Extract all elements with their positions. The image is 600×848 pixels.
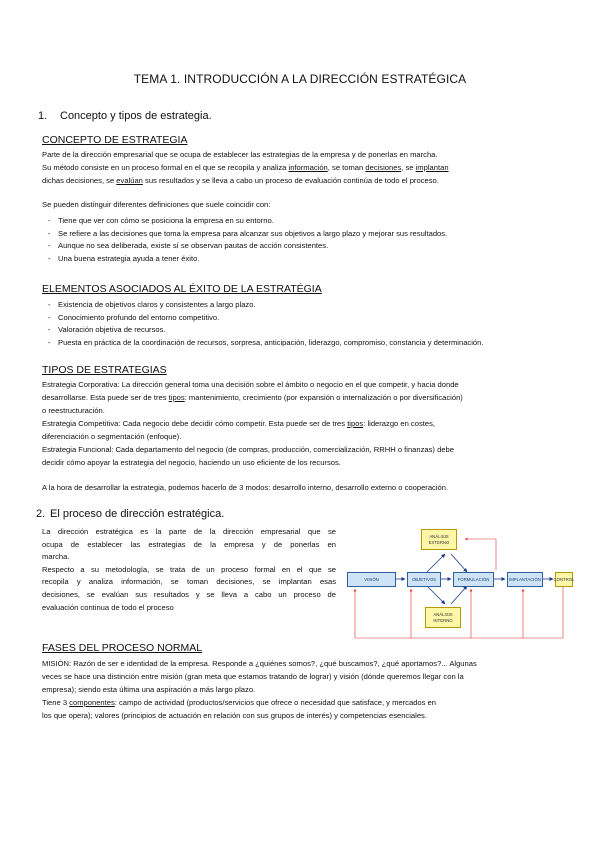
box-formulacion: FORMULACIÓN <box>453 572 494 587</box>
elementos-list <box>48 299 483 350</box>
list-item: - Una buena estrategia ayuda a tener éxito. <box>48 253 447 266</box>
text-span: dichas decisiones, se <box>42 176 117 185</box>
concepto-line-2 <box>42 162 449 175</box>
text-span: : liderazgo en costes, <box>363 419 435 428</box>
section-2-paragraph <box>42 526 336 614</box>
section-1-number: 1. <box>38 110 48 122</box>
fases-mision-line-1: MISIÓN: Razón de ser e identidad de la empresa. Responde a ¿quiénes somos?, ¿qué buscamos?, ¿qué aportamos?... Algunas <box>42 659 477 668</box>
arrow-objetivos-interno <box>427 586 445 604</box>
underlined-word: información <box>288 163 328 172</box>
fases-mision-line-2: veces se hace una distinción entre misión (gran meta que estamos tratando de lograr) y visión (dónde queremos llegar con la <box>42 672 464 681</box>
box-objetivos: OBJETIVOS <box>407 572 441 587</box>
underlined-word: implantan <box>415 163 449 172</box>
paragraph-line: marcha. <box>42 552 70 562</box>
tipos-heading: TIPOS DE ESTRATEGIAS <box>42 364 167 376</box>
tipos-modos: A la hora de desarrollar la estrategia, podemos hacerlo de 3 modos: desarrollo interno, desarrollo externo o cooperación. <box>42 483 449 492</box>
box-control: CONTROL <box>555 572 573 587</box>
process-diagram <box>345 526 573 641</box>
text-span: Tiene 3 <box>42 698 70 707</box>
underlined-word: tipos <box>347 419 364 428</box>
concepto-line-3 <box>42 175 439 188</box>
fases-componentes-line-2: los que opera); valores (principios de actuación en relación con sus grupos de interés) y competencias esenciales. <box>42 711 427 720</box>
definiciones-list <box>48 215 447 266</box>
arrow-objetivos-externo <box>427 554 445 572</box>
tipos-funcional-line-1: Estrategia Funcional: Cada departamento del negocio (de compras, producción, comercialización, RRHH o finanzas) debe <box>42 445 454 454</box>
arrow-interno-formulacion <box>451 586 467 604</box>
text-span: Su método consiste en un proceso formal en el que se recopila y analiza <box>42 163 289 172</box>
section-2-number: 2. <box>36 508 46 520</box>
underlined-word: decisiones <box>365 163 402 172</box>
concepto-line-1: Parte de la dirección empresarial que se ocupa de establecer las estrategias de la empresa y de ponerlas en marcha. <box>42 150 438 159</box>
list-item: - Puesta en práctica de la coordinación de recursos, sorpresa, anticipación, liderazgo, compromiso, constancia y determinación. <box>48 337 483 350</box>
text-span: : campo de actividad (productos/servicios que ofrece o necesidad que satisface, y mercados en <box>114 698 436 707</box>
text-span: , se <box>401 163 416 172</box>
underlined-word: evalúan <box>116 176 143 185</box>
list-item: - Tiene que ver con cómo se posiciona la empresa en su entorno. <box>48 215 447 228</box>
text-span: desarrollarse. Esta puede ser de tres <box>42 393 169 402</box>
section-2-heading <box>36 508 224 520</box>
concepto-heading: CONCEPTO DE ESTRATEGIA <box>42 134 188 146</box>
section-2-title: El proceso de dirección estratégica. <box>50 508 225 520</box>
underlined-word: tipos <box>168 393 185 402</box>
fases-heading: FASES DEL PROCESO NORMAL <box>42 642 203 654</box>
paragraph-line: evaluación continua de todo el proceso <box>42 602 174 612</box>
paragraph-line: ocupa de establecer las estrategias de la empresa y de ponerlas en <box>42 539 336 549</box>
tipos-corporativa-line-3: o reestructuración. <box>42 406 105 415</box>
definiciones-intro: Se pueden distinguir diferentes definiciones que suele coincidir con: <box>42 200 271 209</box>
list-item: - Existencia de objetivos claros y consistentes a largo plazo. <box>48 299 483 312</box>
arrow-externo-formulacion <box>451 554 467 572</box>
text-span: , se toman <box>327 163 366 172</box>
list-item: - Conocimiento profundo del entorno competitivo. <box>48 312 483 325</box>
fases-mision-line-3: empresa); siendo esta última una aspiración a más largo plazo. <box>42 685 256 694</box>
section-1-heading <box>38 110 212 122</box>
paragraph-line: La dirección estratégica es la parte de la dirección empresarial que se <box>42 527 336 536</box>
text-span: Estrategia Competitiva: Cada negocio debe decidir cómo competir. Esta puede ser de tres <box>42 419 348 428</box>
paragraph-line: Respecto a su metodología, se trata de un proceso formal en el que se <box>42 564 336 574</box>
fases-componentes-line-1 <box>42 697 436 710</box>
text-span: sus resultados y se lleva a cabo un proceso de evaluación continúa de todo el proceso. <box>142 176 439 185</box>
paragraph-line: decisiones, se evalúan sus resultados y se lleva a cabo un proceso de <box>42 589 336 599</box>
tipos-competitiva-line-2: diferenciación o segmentación (enfoque). <box>42 432 182 441</box>
tipos-corporativa-line-2 <box>42 392 463 405</box>
paragraph-line: recopila y analiza información, se toman decisiones, se implantan esas <box>42 577 336 587</box>
list-item: - Aunque no sea deliberada, existe sí se observan pautas de acción consistentes. <box>48 240 447 253</box>
box-vision: VISIÓN <box>347 572 396 587</box>
list-item: - Valoración objetiva de recursos. <box>48 324 483 337</box>
underlined-word: componentes <box>69 698 115 707</box>
box-implantacion: IMPLANTACIÓN <box>507 572 543 587</box>
section-1-title: Concepto y tipos de estrategia. <box>60 110 212 122</box>
tipos-funcional-line-2: decidir cómo apoyar la estrategia del negocio, haciendo un uso eficiente de los recursos. <box>42 458 341 467</box>
page-title: TEMA 1. INTRODUCCIÓN A LA DIRECCIÓN ESTRATÉGICA <box>133 72 467 86</box>
tipos-competitiva-line-1 <box>42 418 435 431</box>
elementos-heading: ELEMENTOS ASOCIADOS AL ÉXITO DE LA ESTRATÉGIA <box>42 283 322 295</box>
tipos-corporativa-line-1: Estrategia Corporativa: La dirección general toma una decisión sobre el ámbito o negocio en el que competir, y hacia donde <box>42 380 459 389</box>
text-span: : mantenimiento, crecimiento (por expansión o internalización o por diversificación) <box>184 393 463 402</box>
box-analisis-externo: ANÁLISIS EXTERNO <box>421 529 457 550</box>
box-analisis-interno: ANÁLISIS INTERNO <box>425 607 461 628</box>
list-item: - Se refiere a las decisiones que toma la empresa para alcanzar sus objetivos a largo plazo y mejorar sus resultados. <box>48 228 447 241</box>
